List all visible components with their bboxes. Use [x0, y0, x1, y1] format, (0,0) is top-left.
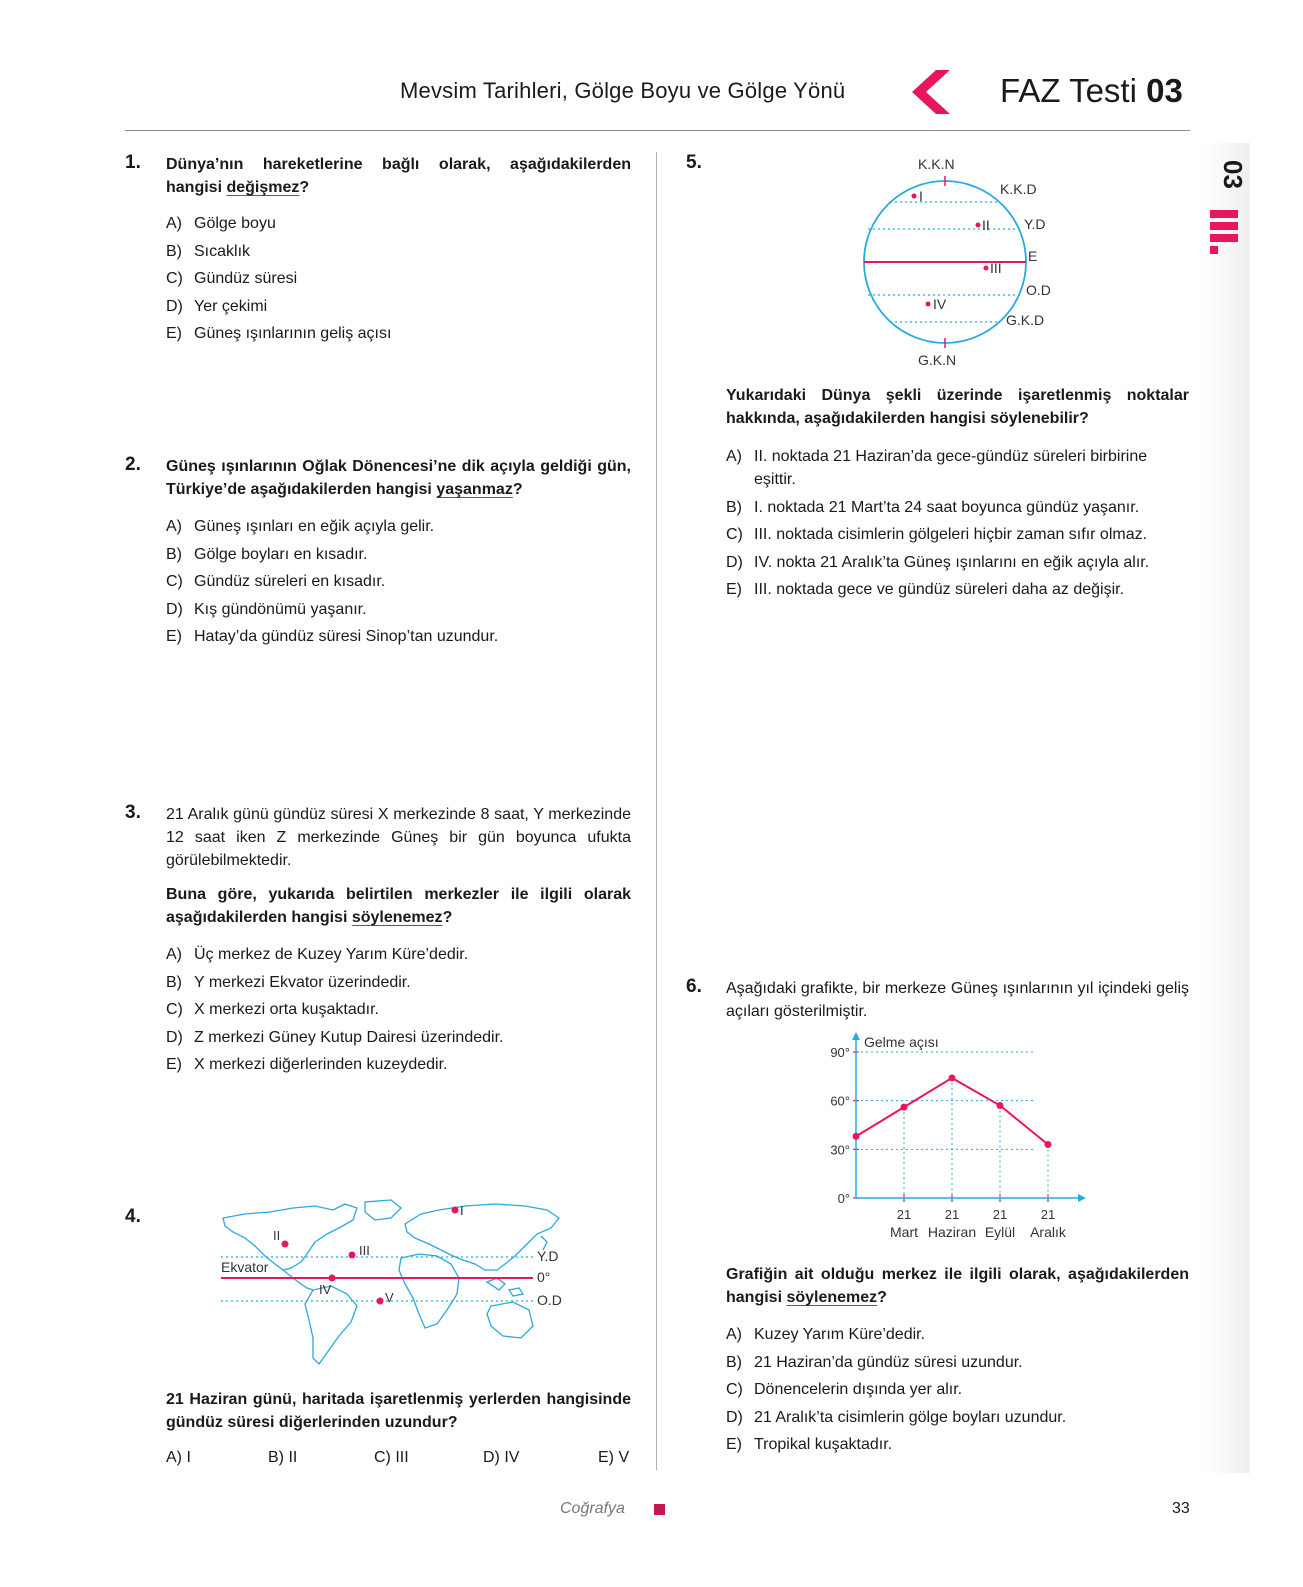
option[interactable]: D) Z merkezi Güney Kutup Dairesi üzerindedir. [166, 1028, 504, 1046]
option[interactable]: C) Gündüz süreleri en kısadır. [166, 573, 386, 590]
question-number: 4. [125, 1206, 141, 1227]
option[interactable]: B) Gölge boyları en kısadır. [166, 545, 368, 563]
label-yd: Y.D [1024, 216, 1046, 232]
question-number: 2. [125, 454, 141, 475]
option[interactable]: C) Gündüz süresi [166, 270, 298, 287]
x-tick-label-month: Haziran [927, 1224, 977, 1240]
label-kkd: K.K.D [1000, 181, 1037, 197]
option[interactable]: E) Tropikal kuşaktadır. [726, 1436, 893, 1453]
label-od: O.D [1026, 282, 1051, 298]
option[interactable]: B) I. noktada 21 Mart’ta 24 saat boyunca gündüz yaşanır. [726, 498, 1140, 516]
side-strip [1202, 143, 1250, 1473]
y-tick-label: 90° [830, 1045, 850, 1060]
option[interactable]: E) III. noktada gece ve gündüz süreleri daha az değişir. [726, 581, 1125, 598]
x-tick-label-month: Mart [890, 1224, 918, 1240]
question-stem: Grafiğin ait olduğu merkez ile ilgili olarak, aşağıdakilerden hangisi söylenemez? [726, 1266, 1189, 1306]
world-map [215, 1198, 570, 1373]
side-tab-number: 03 [1218, 160, 1248, 189]
question-number: 5. [686, 152, 702, 173]
option[interactable]: B) Y merkezi Ekvator üzerindedir. [166, 973, 411, 991]
question-stem: Güneş ışınlarının Oğlak Dönencesi’ne dik açıyla geldiği gün, Türkiye’de aşağıdakilerden hangisi yaşanmaz? [166, 458, 631, 498]
label-gkd: G.K.D [1006, 312, 1045, 328]
option[interactable]: A) I [166, 1449, 191, 1466]
option[interactable]: A) Güneş ışınları en eğik açıyla gelir. [166, 518, 435, 535]
side-tab-label [1204, 150, 1248, 270]
data-point [901, 1104, 908, 1111]
option[interactable]: B) II [268, 1449, 298, 1466]
map-label-I: I [460, 1203, 464, 1218]
option[interactable]: D) Kış gündönümü yaşanır. [166, 600, 367, 618]
question-number: 6. [686, 976, 702, 997]
x-tick-label-day: 21 [944, 1207, 960, 1222]
map-label-IV: IV [319, 1282, 332, 1297]
option[interactable]: D) 21 Aralık’ta cisimlerin gölge boyları uzundur. [726, 1408, 1067, 1426]
x-axis-arrow [1078, 1194, 1086, 1202]
question-stem: Yukarıdaki Dünya şekli üzerinde işaretlenmiş noktalar hakkında, aşağıdakilerden hangisi söylenebilir? [726, 387, 1189, 427]
globe-label-IV: IV [933, 296, 947, 312]
option[interactable]: E) X merkezi diğerlerinden kuzeydedir. [166, 1056, 448, 1073]
option[interactable]: C) Dönencelerin dışında yer alır. [726, 1381, 963, 1398]
option[interactable]: A) Kuzey Yarım Küre’dedir. [726, 1326, 926, 1343]
map-point-V [377, 1298, 384, 1305]
x-tick-label-month: Eylül [984, 1224, 1016, 1240]
map-point-IV [329, 1275, 336, 1282]
option-list [166, 943, 503, 1081]
question-number: 3. [125, 802, 141, 823]
x-tick-label-day: 21 [1040, 1207, 1056, 1222]
label-gkn: G.K.N [918, 352, 957, 368]
option[interactable]: A) II. noktada 21 Haziran’da gece-gündüz süreleri birbirine eşittir. [726, 448, 1148, 488]
question-intro: 21 Aralık günü gündüz süresi X merkezinde 8 saat, Y merkezinde 12 saat iken Z merkezinde Güneş bir gün boyunca ufukta görülebilmektedir. [166, 806, 631, 869]
map-point-II [282, 1241, 289, 1248]
y-axis-arrow [852, 1032, 860, 1040]
question-stem: 21 Haziran günü, haritada işaretlenmiş yerlerden hangisinde gündüz süresi diğerlerinden uzundur? [166, 1391, 631, 1431]
option[interactable]: D) IV [483, 1449, 520, 1466]
question-number: 1. [125, 152, 141, 173]
tropic-s-label: O.D [537, 1292, 562, 1308]
globe-label-II: II [982, 217, 990, 233]
option[interactable]: E) Güneş ışınlarının geliş açısı [166, 325, 392, 342]
question-stem: Dünya’nın hareketlerine bağlı olarak, aşağıdakilerden hangisi değişmez? [166, 156, 631, 196]
option-list [726, 1323, 1066, 1461]
data-point [853, 1133, 860, 1140]
option[interactable]: A) Üç merkez de Kuzey Yarım Küre’dedir. [166, 946, 469, 963]
data-point [949, 1074, 956, 1081]
option[interactable]: B) 21 Haziran’da gündüz süresi uzundur. [726, 1353, 1023, 1371]
globe-point-III [984, 266, 989, 271]
map-label-V: V [385, 1290, 394, 1305]
equator-label: Ekvator [221, 1259, 269, 1275]
x-tick-label-day: 21 [896, 1207, 912, 1222]
footer-subject: Coğrafya [560, 1500, 625, 1517]
option[interactable]: D) Yer çekimi [166, 297, 268, 315]
option[interactable]: E) Hatay’da gündüz süresi Sinop’tan uzundur. [166, 628, 499, 645]
question-stem: Buna göre, yukarıda belirtilen merkezler ile ilgili olarak aşağıdakilerden hangisi söylenemez? [166, 886, 631, 926]
x-tick-label-month: Aralık [1030, 1224, 1066, 1240]
option-list [166, 515, 498, 653]
map-point-III [349, 1252, 356, 1259]
column-divider [656, 152, 657, 1470]
globe-label-III: III [990, 260, 1002, 276]
globe-diagram [840, 150, 1100, 375]
globe-point-II [976, 223, 981, 228]
option[interactable]: D) IV. nokta 21 Aralık’ta Güneş ışınlarını en eğik açıyla alır. [726, 553, 1150, 571]
globe-point-IV [926, 302, 931, 307]
header-rule [125, 130, 1190, 131]
option[interactable]: C) III [374, 1449, 409, 1466]
option[interactable]: E) V [598, 1449, 630, 1466]
globe-point-I [912, 194, 917, 199]
option[interactable]: B) Sıcaklık [166, 242, 251, 260]
sun-angle-chart [818, 1030, 1098, 1240]
option-list [726, 445, 1189, 606]
y-tick-label: 0° [837, 1191, 850, 1206]
option[interactable]: A) Gölge boyu [166, 215, 276, 232]
globe-label-I: I [919, 188, 923, 204]
label-kkn: K.K.N [918, 156, 955, 172]
map-point-I [452, 1207, 459, 1214]
option[interactable]: C) III. noktada cisimlerin gölgeleri hiçbir zaman sıfır olmaz. [726, 526, 1148, 543]
equator-degree-label: 0° [537, 1269, 551, 1285]
test-title: FAZ Testi 03 [1000, 72, 1183, 109]
map-label-III: III [359, 1243, 370, 1258]
section-title: Mevsim Tarihleri, Gölge Boyu ve Gölge Yönü [400, 78, 846, 103]
chevron-left-icon [904, 68, 954, 116]
question-intro: Aşağıdaki grafikte, bir merkeze Güneş ışınlarının yıl içindeki geliş açıları gösterilmiştir. [726, 980, 1189, 1020]
x-tick-label-day: 21 [992, 1207, 1008, 1222]
page-number: 33 [1172, 1500, 1190, 1517]
data-point [1045, 1141, 1052, 1148]
tropic-n-label: Y.D [537, 1248, 559, 1264]
continent-outlines [223, 1200, 559, 1364]
data-point [997, 1102, 1004, 1109]
map-label-II: II [273, 1228, 281, 1243]
y-tick-label: 30° [830, 1142, 850, 1158]
y-tick-label: 60° [830, 1093, 850, 1109]
option[interactable]: C) X merkezi orta kuşaktadır. [166, 1001, 379, 1018]
footer-square-icon [654, 1504, 665, 1515]
label-e: E [1028, 248, 1038, 264]
option-list [166, 212, 391, 350]
y-axis-title: Gelme açısı [864, 1034, 939, 1050]
